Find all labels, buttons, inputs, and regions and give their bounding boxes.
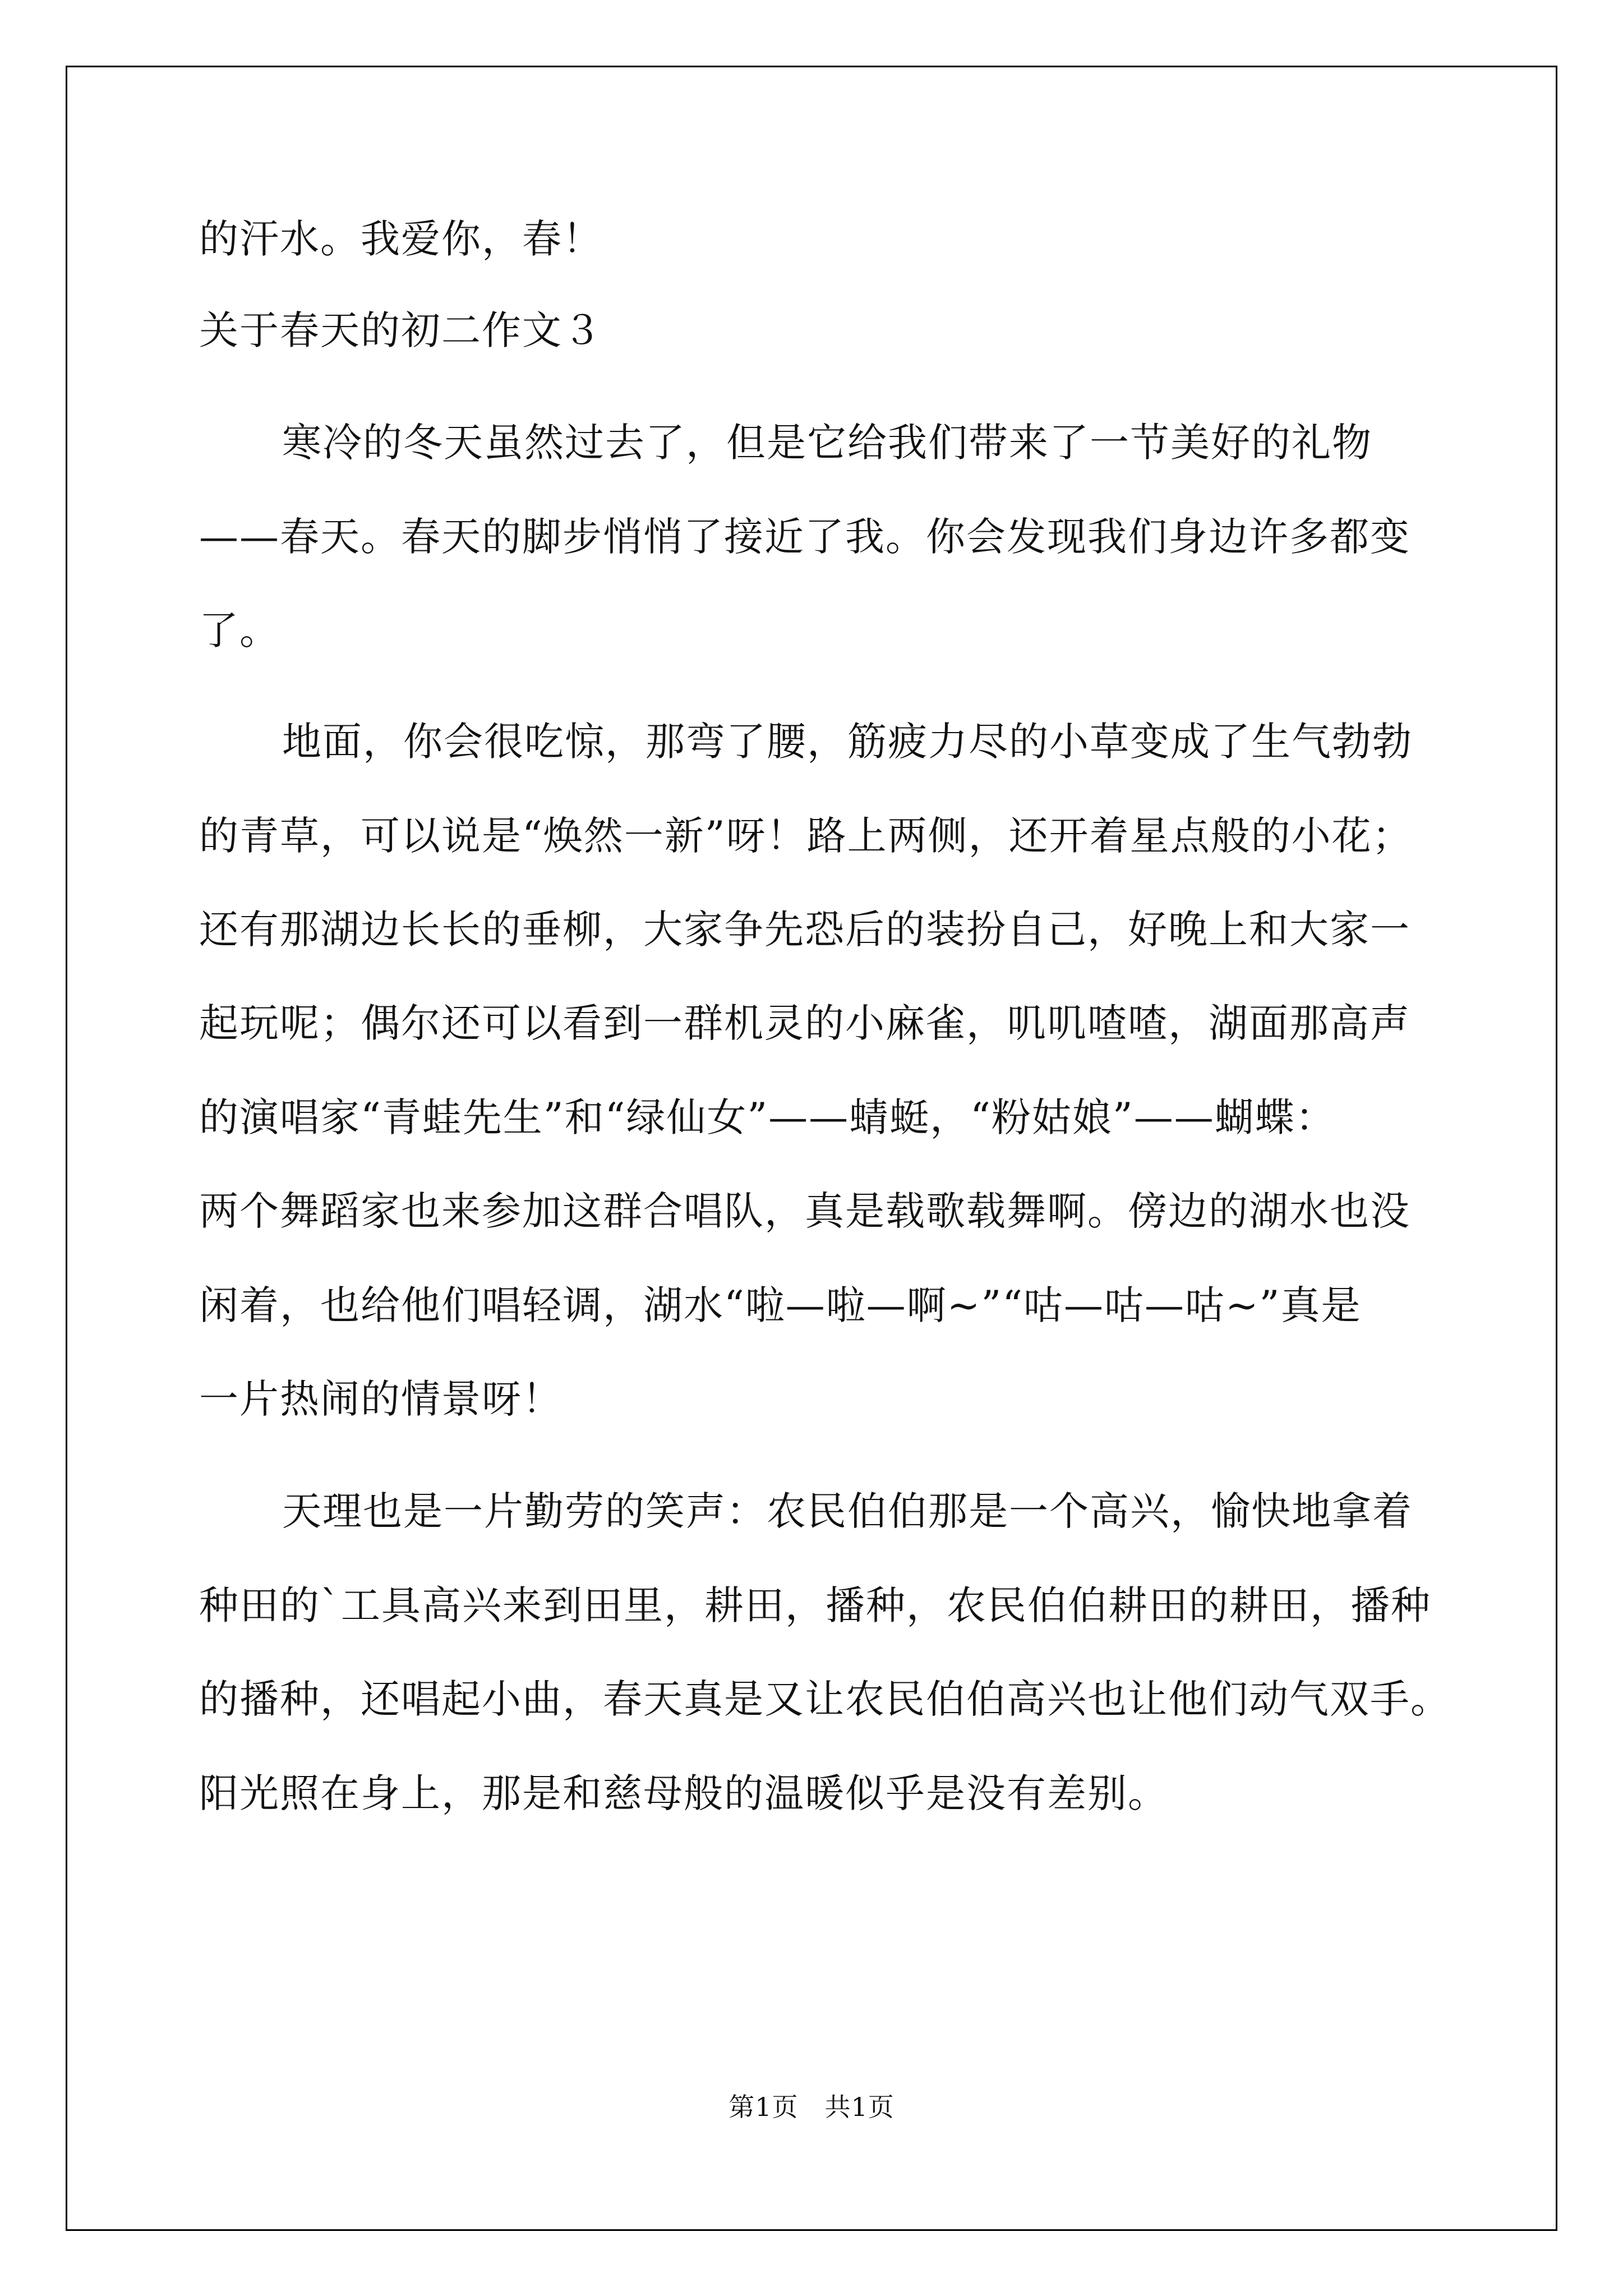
text-line: 的播种，还唱起小曲，春天真是又让农民伯伯高兴也让他们动气双手。 <box>199 1676 1451 1722</box>
text-line: 还有那湖边长长的垂柳，大家争先恐后的装扮自己，好晚上和大家一 <box>199 907 1410 953</box>
text-line: ——春天。春天的脚步悄悄了接近了我。你会发现我们身边许多都变 <box>199 514 1410 560</box>
section-heading: 关于春天的初二作文３ <box>199 307 603 353</box>
text-line: 两个舞蹈家也来参加这群合唱队，真是载歌载舞啊。傍边的湖水也没 <box>199 1188 1410 1234</box>
text-line: 阳光照在身上，那是和慈母般的温暖似乎是没有差别。 <box>199 1770 1168 1816</box>
text-line: 了。 <box>199 608 280 654</box>
paragraph-start-line: 地面，你会很吃惊，那弯了腰，筋疲力尽的小草变成了生气勃勃 <box>282 719 1413 765</box>
text-line: 的青草，可以说是“焕然一新”呀！路上两侧，还开着星点般的小花； <box>199 813 1413 859</box>
paragraph-start-line: 天理也是一片勤劳的笑声：农民伯伯那是一个高兴，愉快地拿着 <box>282 1488 1413 1534</box>
page-border <box>66 66 1557 2231</box>
text-line: 起玩呢；偶尔还可以看到一群机灵的小麻雀，叽叽喳喳，湖面那高声 <box>199 1000 1410 1046</box>
text-line: 种田的`工具高兴来到田里，耕田，播种，农民伯伯耕田的耕田，播种 <box>199 1582 1431 1628</box>
page-footer: 第1页 共1页 <box>728 2092 895 2122</box>
text-line: 的演唱家“青蛙先生”和“绿仙女”——蜻蜓，“粉姑娘”——蝴蝶： <box>199 1094 1336 1140</box>
paragraph-start-line: 寒冷的冬天虽然过去了，但是它给我们带来了一节美好的礼物 <box>282 420 1372 466</box>
text-line: 的汗水。我爱你，春！ <box>199 216 603 262</box>
text-line: 一片热闹的情景呀！ <box>199 1376 562 1422</box>
text-line: 闲着，也给他们唱轻调，湖水“啦—啦—啊~”“咕—咕—咕~”真是 <box>199 1282 1362 1328</box>
